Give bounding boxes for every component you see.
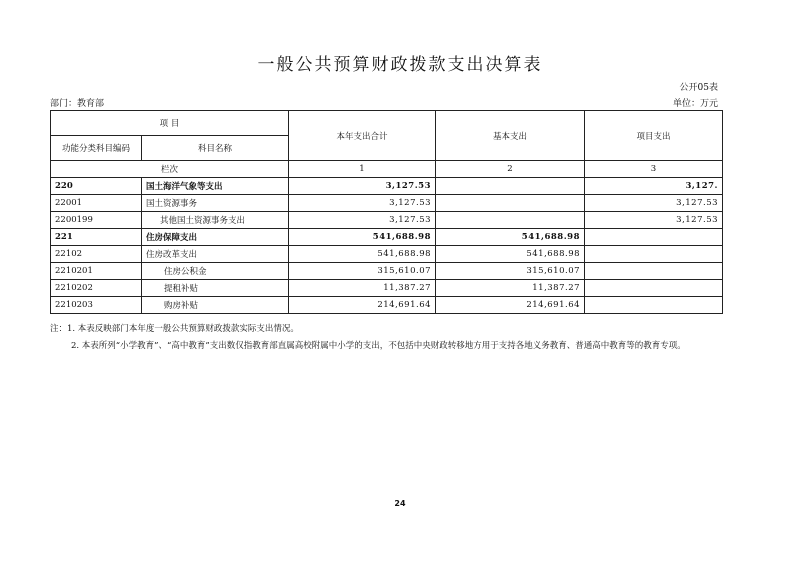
row-basic: 541,688.98 (436, 229, 585, 246)
header-col-1: 1 (289, 161, 436, 178)
table-row (51, 297, 723, 314)
row-code: 22001 (51, 195, 142, 212)
row-total: 3,127.53 (289, 212, 436, 229)
table-row (51, 246, 723, 263)
header-project: 项目支出 (585, 111, 723, 161)
row-project: 3,127.53 (585, 195, 723, 212)
row-name: 住房改革支出 (142, 246, 289, 263)
row-code: 220 (51, 178, 142, 195)
row-total: 11,387.27 (289, 280, 436, 297)
row-total: 315,610.07 (289, 263, 436, 280)
row-project (585, 263, 723, 280)
row-project (585, 246, 723, 263)
header-name: 科目名称 (142, 136, 289, 161)
note-2: 2. 本表所列“小学教育”、“高中教育”支出数仅指教育部直属高校附属中小学的支出，不包括中央财政转移地方用于支持各地义务教育、普通高中教育等的教育专项。 (71, 341, 686, 351)
row-total: 541,688.98 (289, 246, 436, 263)
note-1: 注：1. 本表反映部门本年度一般公共预算财政拨款实际支出情况。 (50, 324, 299, 334)
row-name: 国土海洋气象等支出 (142, 178, 289, 195)
row-code: 2210203 (51, 297, 142, 314)
expenditure-table (50, 110, 723, 314)
row-code: 2200199 (51, 212, 142, 229)
row-total: 214,691.64 (289, 297, 436, 314)
table-row (51, 195, 723, 212)
header-code: 功能分类科目编码 (51, 136, 142, 161)
row-name: 提租补贴 (142, 280, 289, 297)
row-project (585, 229, 723, 246)
row-code: 2210202 (51, 280, 142, 297)
table-row (51, 280, 723, 297)
header-total: 本年支出合计 (289, 111, 436, 161)
row-code: 2210201 (51, 263, 142, 280)
row-basic: 541,688.98 (436, 246, 585, 263)
row-name: 其他国土资源事务支出 (142, 212, 289, 229)
row-code: 221 (51, 229, 142, 246)
row-basic: 315,610.07 (436, 263, 585, 280)
table-row (51, 212, 723, 229)
row-total: 3,127.53 (289, 195, 436, 212)
header-item: 项 目 (51, 111, 289, 136)
row-code: 22102 (51, 246, 142, 263)
row-project (585, 297, 723, 314)
row-basic (436, 195, 585, 212)
row-name: 购房补贴 (142, 297, 289, 314)
row-basic: 11,387.27 (436, 280, 585, 297)
row-project (585, 280, 723, 297)
row-basic: 214,691.64 (436, 297, 585, 314)
form-code: 公开05表 (679, 83, 718, 93)
row-name: 住房公积金 (142, 263, 289, 280)
table-row (51, 263, 723, 280)
unit-label: 单位：万元 (672, 99, 718, 109)
table-row (51, 178, 723, 195)
notes (50, 321, 740, 355)
header-row-label: 栏次 (51, 161, 289, 178)
header-col-2: 2 (436, 161, 585, 178)
row-name: 国土资源事务 (142, 195, 289, 212)
header-col-3: 3 (585, 161, 723, 178)
department-label: 部门：教育部 (50, 99, 105, 109)
row-project: 3,127.53 (585, 212, 723, 229)
header-basic: 基本支出 (436, 111, 585, 161)
row-total: 3,127.53 (289, 178, 436, 195)
table-row (51, 229, 723, 246)
row-total: 541,688.98 (289, 229, 436, 246)
row-name: 住房保障支出 (142, 229, 289, 246)
row-basic (436, 212, 585, 229)
row-project: 3,127. (585, 178, 723, 195)
page-number: 24 (394, 499, 406, 508)
page-title: 一般公共预算财政拨款支出决算表 (257, 55, 543, 75)
row-basic (436, 178, 585, 195)
